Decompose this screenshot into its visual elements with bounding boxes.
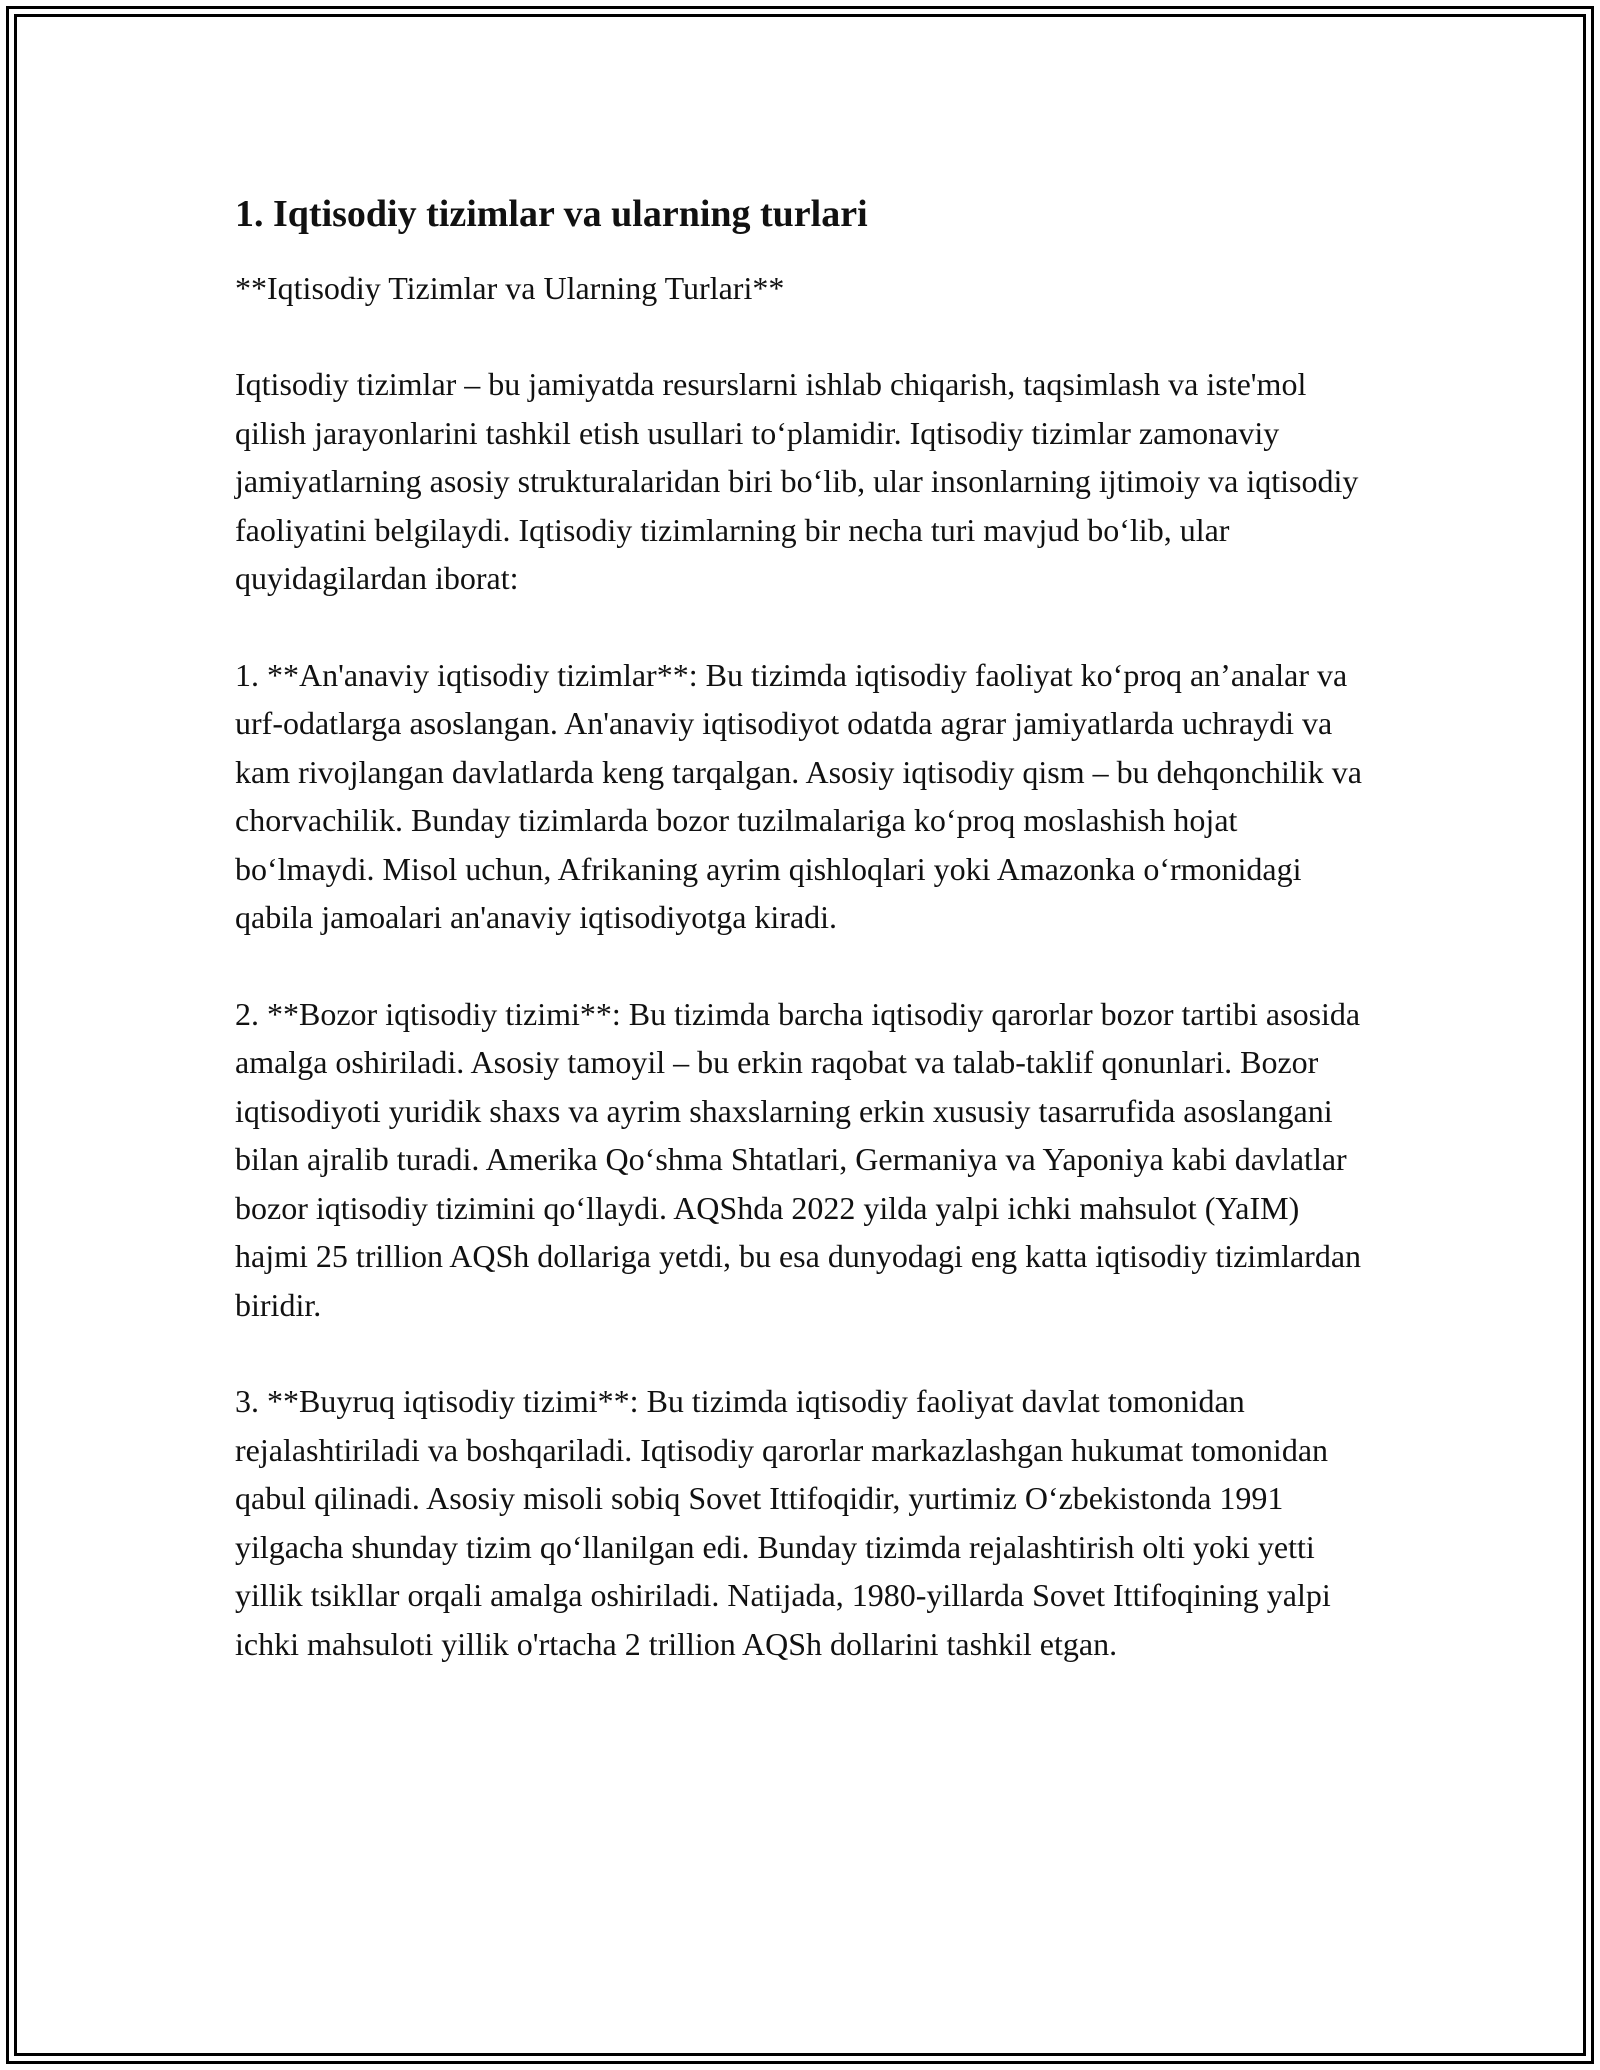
section-heading: 1. Iqtisodiy tizimlar va ularning turlari xyxy=(235,193,868,235)
market-economy-paragraph: 2. **Bozor iqtisodiy tizimi**: Bu tizimda barcha iqtisodiy qarorlar bozor tartibi asosida amalga oshiriladi. Asosiy tamoyil – bu erkin raqobat va talab-taklif qonunlari. Bozor iqtisodiyoti yuridik shaxs va ayrim shaxslarning erkin xususiy tasarrufida asoslangani bilan ajralib turadi. Amerika Qo‘shma Shtatlari, Germaniya va Yaponiya kabi davlatlar bozor iqtisodiy tizimini qo‘llaydi. AQShda 2022 yilda yalpi ichki mahsulot (YaIM) hajmi 25 trillion AQSh dollariga yetdi, bu esa dunyodagi eng katta iqtisodiy tizimlardan biridir. xyxy=(235,995,1362,1323)
command-economy-paragraph: 3. **Buyruq iqtisodiy tizimi**: Bu tizimda iqtisodiy faoliyat davlat tomonidan rejalashtiriladi va boshqariladi. Iqtisodiy qarorlar markazlashgan hukumat tomonidan qabul qilinadi. Asosiy misoli sobiq Sovet Ittifoqidir, yurtimiz O‘zbekistonda 1991 yilgacha shunday tizim qo‘llanilgan edi. Bunday tizimda rejalashtirish olti yoki yetti yillik tsikllar orqali amalga oshiriladi. Natijada, 1980-yillarda Sovet Ittifoqining yalpi ichki mahsuloti yillik o'rtacha 2 trillion AQSh dollarini tashkil etgan. xyxy=(235,1383,1331,1662)
traditional-economy-paragraph: 1. **An'anaviy iqtisodiy tizimlar**: Bu tizimda iqtisodiy faoliyat ko‘proq an’analar va urf-odatlarga asoslangan. An'anaviy iqtisodiyot odatda agrar jamiyatlarda uchraydi va kam rivojlangan davlatlarda keng tarqalgan. Asosiy iqtisodiy qism – bu dehqonchilik va chorvachilik. Bunday tizimlarda bozor tuzilmalariga ko‘proq moslashish hojat bo‘lmaydi. Misol uchun, Afrikaning ayrim qishloqlari yoki Amazonka o‘rmonidagi qabila jamoalari an'anaviy iqtisodiyotga kiradi. xyxy=(235,656,1362,935)
document-body xyxy=(235,186,1375,1716)
intro-paragraph: Iqtisodiy tizimlar – bu jamiyatda resurslarni ishlab chiqarish, taqsimlash va iste'mol qilish jarayonlarini tashkil etish usullari to‘plamidir. Iqtisodiy tizimlar zamonaviy jamiyatlarning asosiy strukturalaridan biri bo‘lib, ular insonlarning ijtimoiy va iqtisodiy faoliyatini belgilaydi. Iqtisodiy tizimlarning bir necha turi mavjud bo‘lib, ular quyidagilardan iborat: xyxy=(235,366,1359,596)
section-subtitle: **Iqtisodiy Tizimlar va Ularning Turlari** xyxy=(235,270,785,306)
